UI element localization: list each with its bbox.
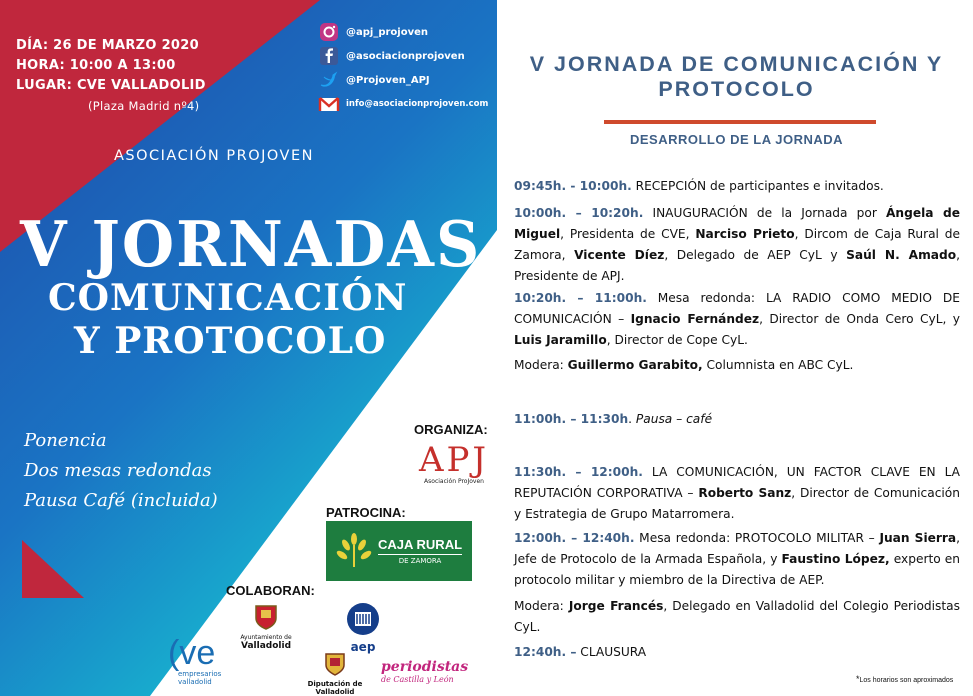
twitter-row[interactable] <box>318 68 488 92</box>
email-icon <box>318 93 340 115</box>
program-item-coffee-break: 11:00h. – 11:30h. Pausa – café <box>514 412 713 426</box>
agenda-item: Ponencia <box>24 430 107 451</box>
agenda-item: Pausa Café (incluida) <box>24 490 218 511</box>
periodistas-logo <box>381 659 468 684</box>
item-text: experto en protocolo militar y miembro de la Directiva de AEP. <box>514 552 960 587</box>
colaboran-label: COLABORAN: <box>226 583 315 598</box>
item-time: 10:20h. – 11:00h. <box>514 291 647 305</box>
ayuntamiento-crest-icon <box>253 602 279 630</box>
aep-logo <box>343 602 383 654</box>
program-item-radio-panel <box>514 288 960 351</box>
event-address: (Plaza Madrid nº4) <box>88 99 200 113</box>
item-text: Pausa – café <box>635 412 713 426</box>
diputacion-logo <box>288 652 382 696</box>
event-time: HORA: 10:00 A 13:00 <box>16 58 176 73</box>
item-text: , Presidenta de CVE, <box>560 227 696 241</box>
facebook-row[interactable] <box>318 44 488 68</box>
social-links <box>318 20 488 116</box>
program-item-military-panel <box>514 528 960 591</box>
email-row[interactable] <box>318 92 488 116</box>
apj-logo-subtitle: Asociación ProJoven <box>424 478 484 485</box>
speaker-name: Ángela de Miguel <box>514 206 961 241</box>
program-item-reception <box>514 176 960 197</box>
item-time: 09:45h. - 10:00h. <box>514 179 632 193</box>
caja-rural-sub: DE ZAMORA <box>378 554 462 565</box>
diputacion-crest-icon <box>324 652 346 676</box>
item-text: INAUGURACIÓN de la Jornada por <box>643 206 886 220</box>
program-moderator-2 <box>514 596 960 638</box>
item-text: Mesa redonda: LA RADIO COMO MEDIO DE COMUNICACIÓN – <box>514 291 960 326</box>
footnote-asterisk: * <box>856 674 860 684</box>
poster-title-line1: V JORNADAS <box>20 208 482 282</box>
item-text: , Delegado en Valladolid del Colegio Periodistas CyL. <box>514 599 960 634</box>
speaker-name: Jorge Francés <box>568 599 664 613</box>
bottom-red-triangle <box>22 540 84 598</box>
item-text: , Jefe de Protocolo de la Armada Española, y <box>514 531 961 566</box>
instagram-icon <box>318 21 340 43</box>
item-time: 11:00h. – 11:30h <box>514 412 629 426</box>
cve-logo-text: (ve <box>168 634 216 672</box>
item-text: , Director de Onda Cero CyL, y <box>759 312 961 326</box>
item-time: 12:40h. – <box>514 645 577 659</box>
item-text: Modera: <box>514 599 569 613</box>
event-place: LUGAR: CVE VALLADOLID <box>16 78 206 93</box>
poster-agenda <box>24 426 218 516</box>
item-time: 11:30h. – 12:00h. <box>514 465 643 479</box>
instagram-row[interactable] <box>318 20 488 44</box>
item-text: RECEPCIÓN de participantes e invitados. <box>631 179 884 193</box>
item-text: Modera: <box>514 358 568 372</box>
program-item-reputation-talk <box>514 462 960 525</box>
email-address: info@asociacionprojoven.com <box>346 99 489 109</box>
speaker-name: Juan Sierra <box>879 531 957 545</box>
item-text: Columnista en ABC CyL. <box>702 358 854 372</box>
facebook-icon <box>318 45 340 67</box>
twitter-handle: @Projoven_APJ <box>346 74 430 86</box>
cve-sub1: empresarios <box>178 670 222 678</box>
periodistas-line1: periodistas <box>381 659 469 675</box>
item-text: , Director de Comunicación y Estrategia de Grupo Matarromera. <box>514 486 960 521</box>
item-text: LA COMUNICACIÓN, UN FACTOR CLAVE EN LA REPUTACIÓN CORPORATIVA – <box>514 465 961 500</box>
periodistas-line2: de Castilla y León <box>381 675 454 684</box>
wheat-icon <box>334 531 374 571</box>
poster-title-line2: COMUNICACIÓN <box>48 277 408 319</box>
facebook-handle: @asociacionprojoven <box>346 50 465 62</box>
item-time: 12:00h. – 12:40h. <box>514 531 635 545</box>
program-item-inauguration <box>514 203 960 287</box>
apj-logo-text: APJ <box>418 440 490 480</box>
patrocina-label: PATROCINA: <box>326 505 406 520</box>
ayuntamiento-line2: Valladolid <box>240 641 292 651</box>
speaker-name: Vicente Díez <box>574 248 665 262</box>
cve-logo <box>168 636 221 686</box>
cve-sub2: valladolid <box>178 678 212 686</box>
item-text: , Director de Cope CyL. <box>606 333 748 347</box>
event-date: DÍA: 26 DE MARZO 2020 <box>16 38 199 53</box>
item-text: , Delegado de AEP CyL y <box>664 248 847 262</box>
item-text: , Presidente de APJ. <box>514 248 961 283</box>
item-text: , Dircom de Caja Rural de Zamora, <box>514 227 961 262</box>
aep-text: aep <box>350 640 376 654</box>
poster-title-line3: Y PROTOCOLO <box>74 320 387 362</box>
organiza-label: ORGANIZA: <box>414 422 488 437</box>
speaker-name: Faustino López, <box>781 552 890 566</box>
speaker-name: Guillermo Garabito, <box>567 358 703 372</box>
schedule-footnote <box>856 674 953 684</box>
ayuntamiento-logo <box>236 602 296 651</box>
aep-crest-icon <box>346 602 380 636</box>
agenda-item: Dos mesas redondas <box>24 460 212 481</box>
program-title: V JORNADA DE COMUNICACIÓN Y PROTOCOLO <box>529 52 944 101</box>
speaker-name: Ignacio Fernández <box>630 312 760 326</box>
program-moderator-1 <box>514 355 960 376</box>
item-text: Mesa redonda: PROTOCOLO MILITAR – <box>634 531 880 545</box>
program-item-closing <box>514 642 960 663</box>
title-divider <box>604 120 876 124</box>
item-time: 10:00h. – 10:20h. <box>514 206 644 220</box>
footnote-text: Los horarios son aproximados <box>859 677 954 684</box>
association-name: ASOCIACIÓN PROJOVEN <box>114 148 314 164</box>
speaker-name: Luis Jaramillo <box>514 333 607 347</box>
instagram-handle: @apj_projoven <box>346 26 429 38</box>
caja-rural-logo <box>326 521 472 581</box>
diputacion-text: Diputación de Valladolid <box>307 680 363 696</box>
event-info <box>16 36 206 116</box>
speaker-name: Saúl N. Amado <box>846 248 957 262</box>
caja-rural-name: CAJA RURAL <box>378 537 463 552</box>
speaker-name: Narciso Prieto <box>695 227 795 241</box>
apj-logo <box>418 442 490 485</box>
speaker-name: Roberto Sanz <box>698 486 792 500</box>
twitter-icon <box>318 69 340 91</box>
item-text: CLAUSURA <box>576 645 647 659</box>
ayuntamiento-line1: Ayuntamiento de <box>240 634 292 641</box>
program-subtitle: DESARROLLO DE LA JORNADA <box>629 132 844 147</box>
